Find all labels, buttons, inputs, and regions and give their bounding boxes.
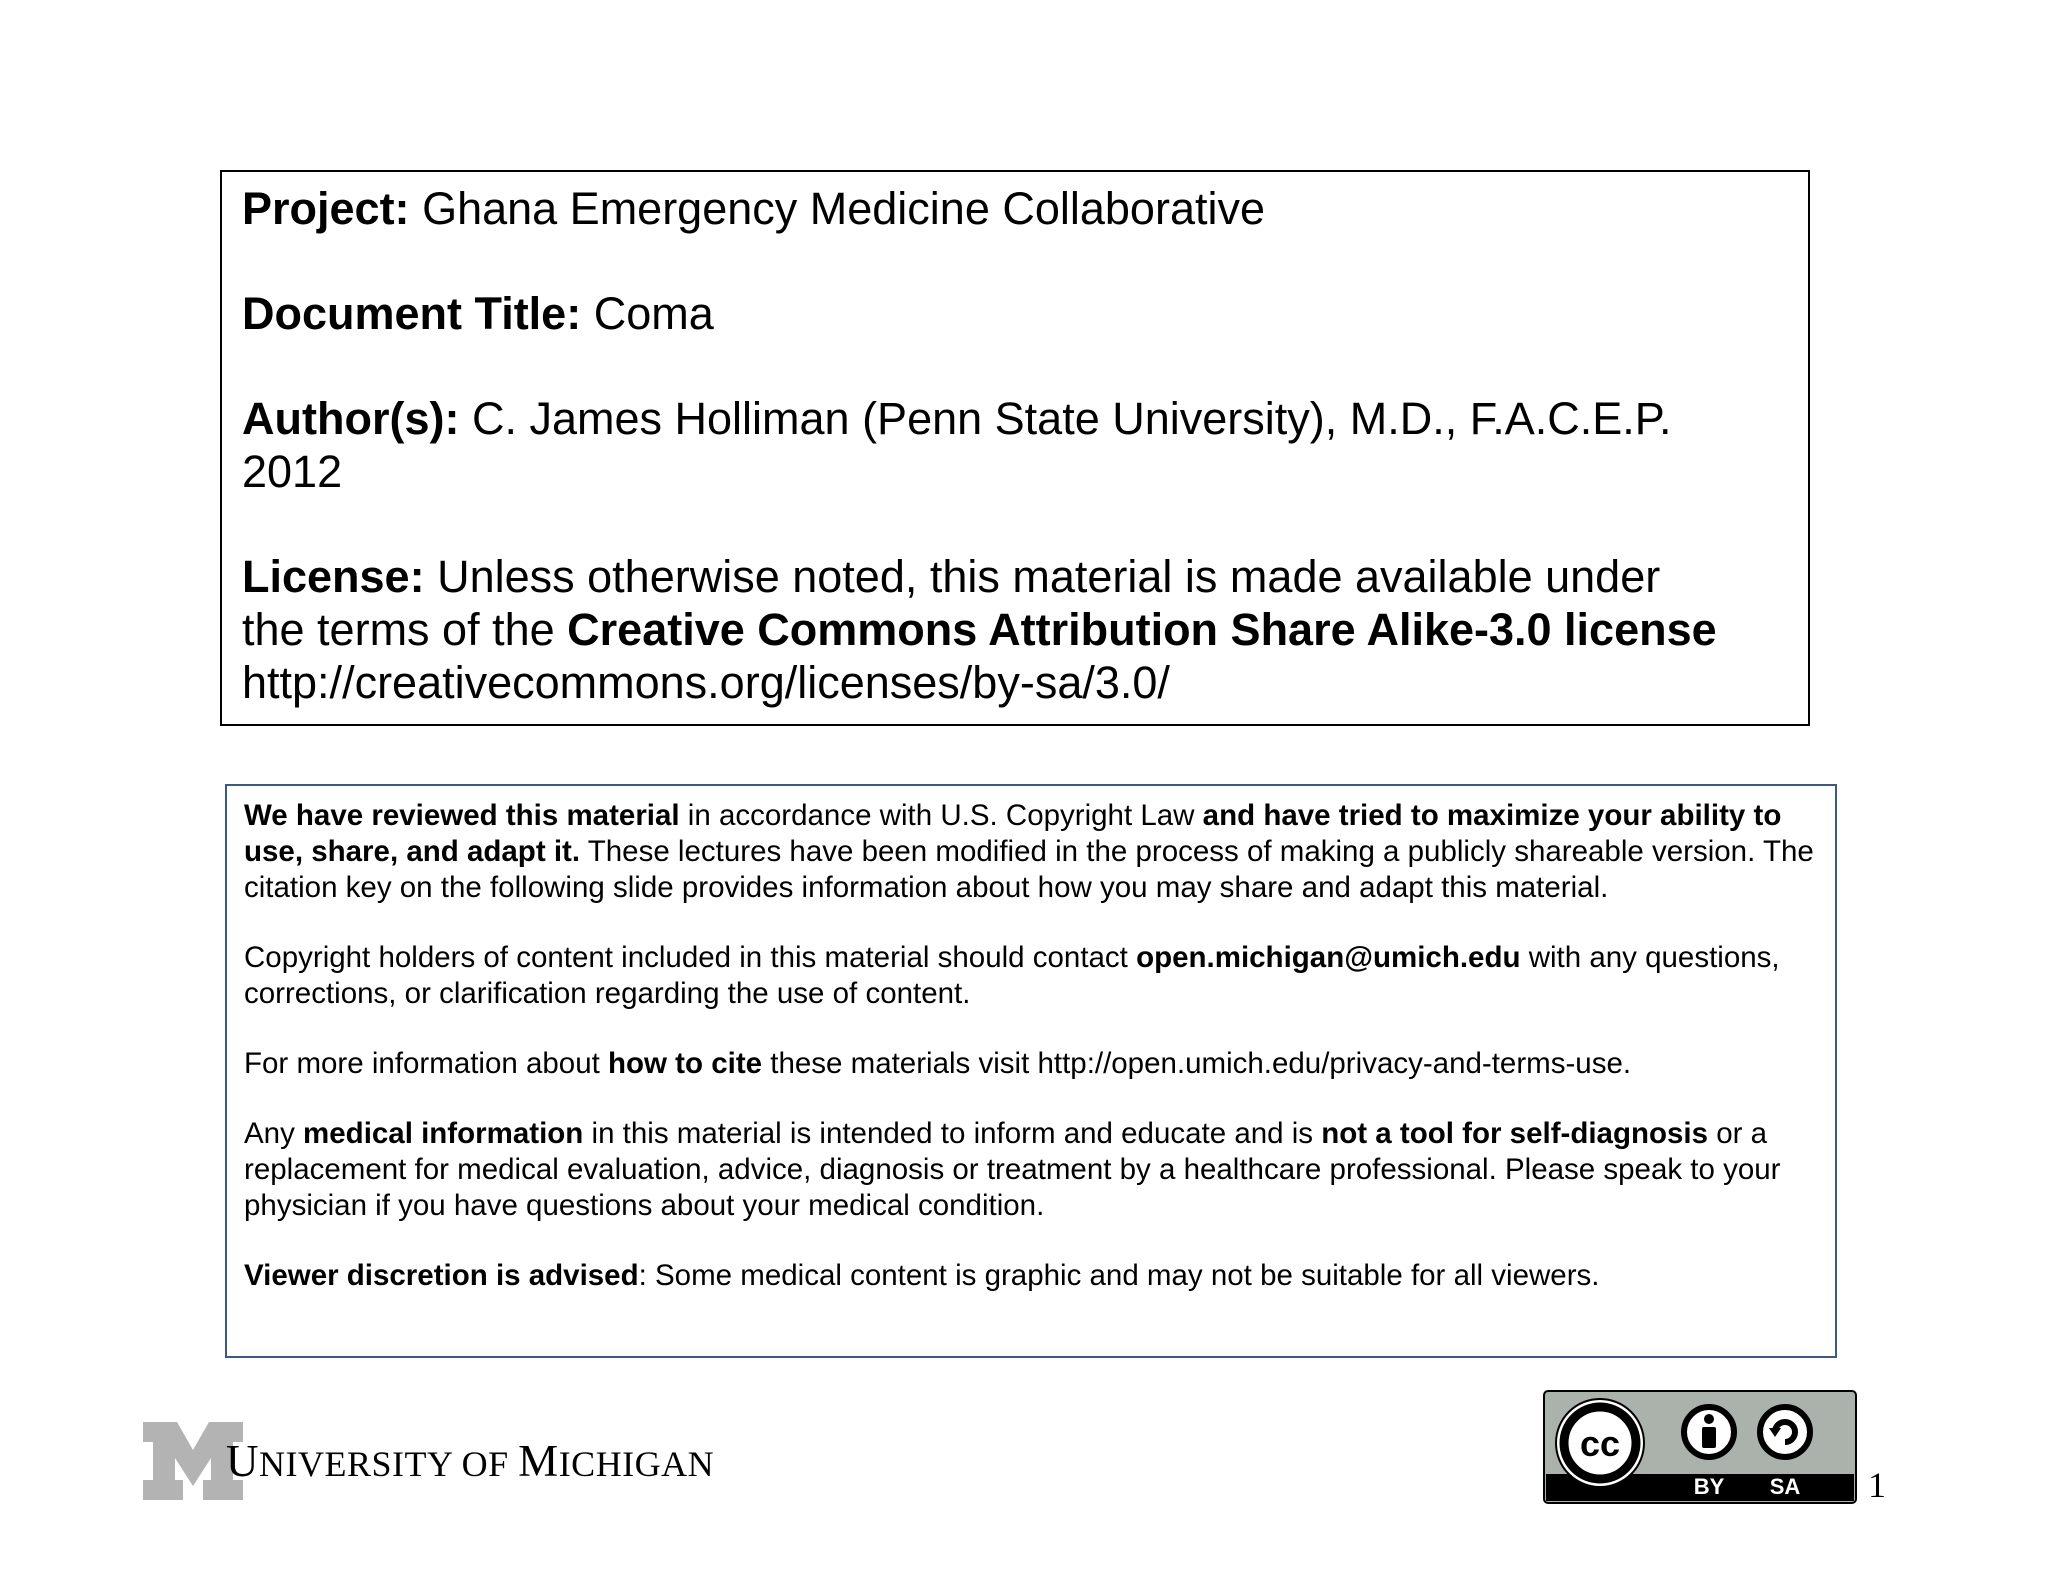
page-number: 1 xyxy=(1868,1465,1886,1505)
notice-cite-text: For more information about xyxy=(244,1047,608,1080)
license-name: Creative Commons Attribution Share Alike-3.0 license xyxy=(567,604,1717,655)
notice-copyright-text: Copyright holders of content included in this material should contact xyxy=(244,941,1137,974)
contact-email[interactable]: open.michigan@umich.edu xyxy=(1136,941,1521,974)
notice-medical-text-2: in this material is intended to inform and educate and is xyxy=(583,1117,1322,1150)
notice-self-diagnosis-bold: not a tool for self-diagnosis xyxy=(1321,1117,1709,1150)
license-row xyxy=(242,550,1788,603)
notice-cite-bold: how to cite xyxy=(608,1047,763,1080)
cc-by-sa-badge-icon xyxy=(1543,1390,1857,1504)
university-of-michigan-wordmark: UNIVERSITY OF MICHIGAN xyxy=(226,1436,715,1486)
notice-paragraph-review xyxy=(244,798,1815,906)
notice-paragraph-discretion xyxy=(244,1258,1815,1294)
notice-modified-text: These lectures have been modified in the process of making a publicly shareable version. The citation key on the following slide provides information about how you may share and adapt this material. xyxy=(244,835,1814,904)
notice-review-text: in accordance with U.S. Copyright Law xyxy=(679,799,1203,832)
license-label: License: xyxy=(242,551,425,602)
cc-sa-label: SA xyxy=(1769,1474,1801,1499)
notice-questions-text: with any questions, corrections, or clarification regarding the use of content. xyxy=(244,941,1780,1010)
authors-value: C. James Holliman (Penn State University), M.D., F.A.C.E.P. xyxy=(471,393,1672,444)
cc-label: cc xyxy=(1579,1423,1621,1464)
by-person-body-icon xyxy=(1702,1427,1716,1448)
notice-review-bold: We have reviewed this material xyxy=(244,799,680,832)
notice-discretion-bold: Viewer discretion is advised xyxy=(244,1259,639,1292)
notice-maximize-bold: and have tried to maximize your ability to use, share, and adapt it. xyxy=(244,799,1782,868)
license-text-2: the terms of the xyxy=(242,604,555,655)
notice-medical-text-3: or a replacement for medical evaluation, advice, diagnosis or treatment by a healthcare professional. Please speak to your physician if you have questions about your medical condition. xyxy=(244,1117,1781,1222)
authors-year: 2012 xyxy=(242,446,343,497)
document-title-label: Document Title: xyxy=(242,288,582,339)
notice-cite-url-text: these materials visit http://open.umich.edu/privacy-and-terms-use. xyxy=(762,1047,1632,1080)
by-person-head-icon xyxy=(1704,1414,1714,1424)
project-value: Ghana Emergency Medicine Collaborative xyxy=(422,183,1265,234)
project-row xyxy=(242,182,1788,235)
project-label: Project: xyxy=(242,183,410,234)
authors-label: Author(s): xyxy=(242,393,460,444)
notice-discretion-text: : Some medical content is graphic and may not be suitable for all viewers. xyxy=(638,1259,1600,1292)
document-title-value: Coma xyxy=(593,288,714,339)
notice-paragraph-copyright xyxy=(244,940,1815,1012)
license-url[interactable]: http://creativecommons.org/licenses/by-sa/3.0/ xyxy=(242,657,1170,708)
cc-by-label: BY xyxy=(1693,1474,1725,1499)
authors-row xyxy=(242,392,1788,445)
notice-medical-text-1: Any xyxy=(244,1117,304,1150)
license-text-1: Unless otherwise noted, this material is made available under xyxy=(437,551,1661,602)
license-row-2 xyxy=(242,603,1788,656)
title-box xyxy=(220,170,1810,726)
notice-box xyxy=(225,784,1837,1358)
notice-paragraph-medical xyxy=(244,1116,1815,1224)
notice-medical-bold: medical information xyxy=(303,1117,584,1150)
notice-paragraph-cite xyxy=(244,1046,1815,1082)
document-title-row xyxy=(242,287,1788,340)
